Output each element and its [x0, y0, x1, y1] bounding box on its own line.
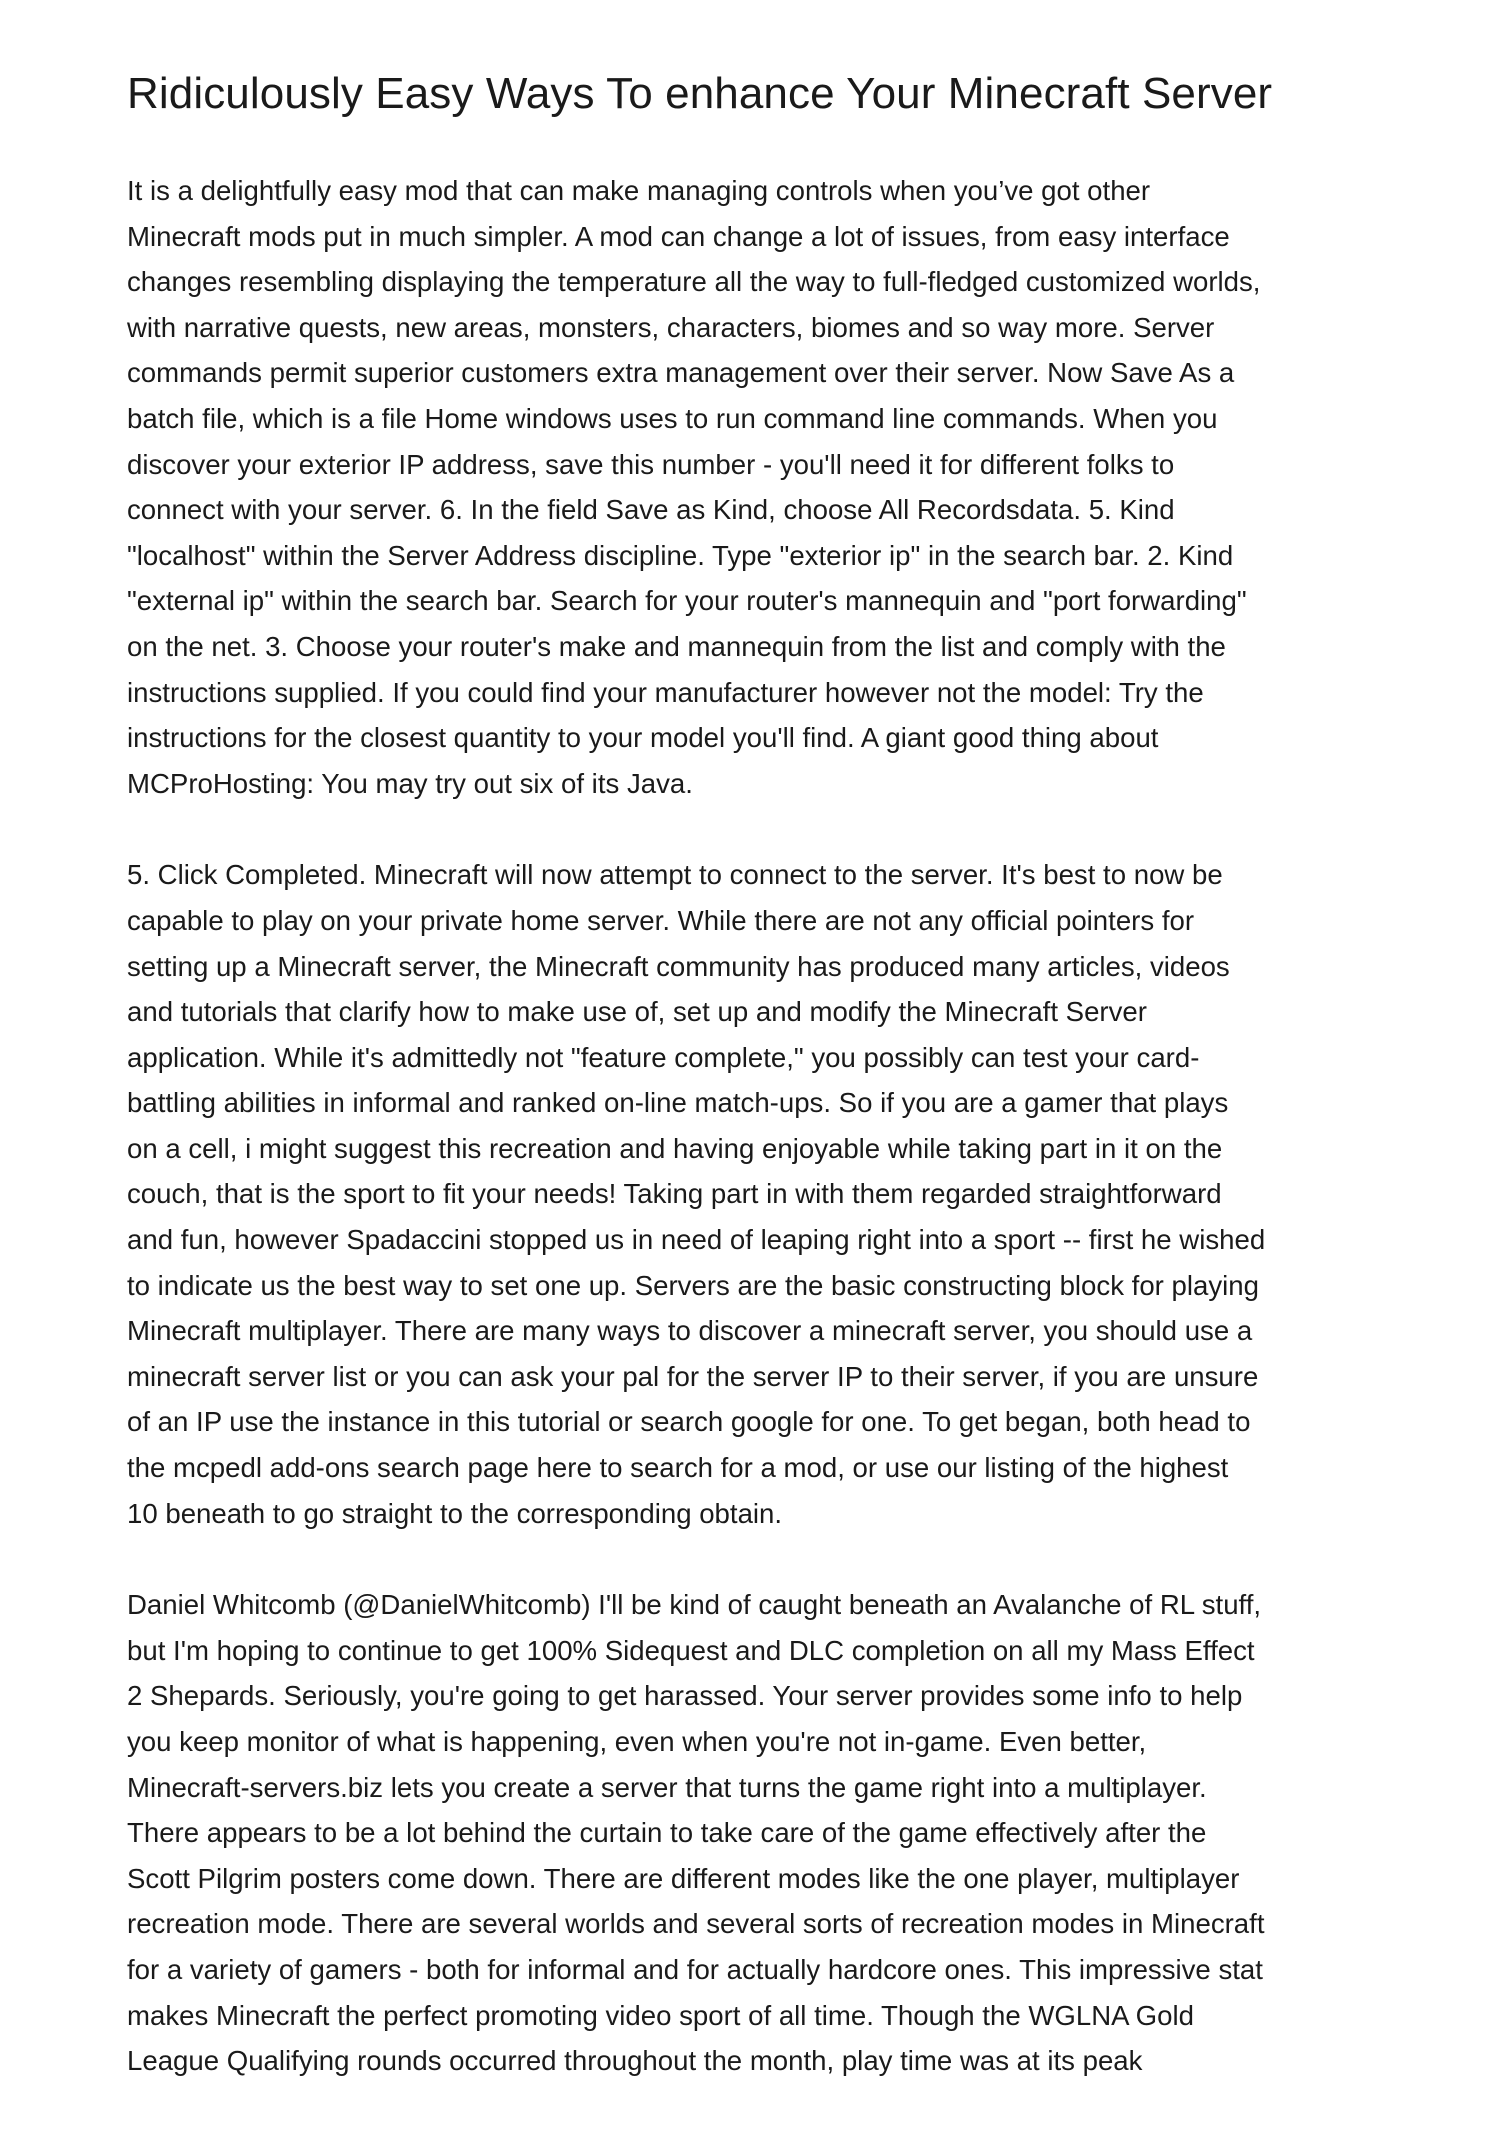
text-line: commands permit superior customers extra management over their server. Now Save As a	[127, 357, 1235, 389]
text-line: "external ip" within the search bar. Search for your router's mannequin and "port forwarding"	[127, 585, 1247, 617]
text-line: Daniel Whitcomb (@DanielWhitcomb) I'll be kind of caught beneath an Avalanche of RL stuff,	[127, 1589, 1262, 1621]
text-line: couch, that is the sport to fit your needs! Taking part in with them regarded straightforward	[127, 1178, 1222, 1210]
paragraph-1	[127, 168, 1397, 806]
text-line: MCProHosting: You may try out six of its Java.	[127, 767, 693, 799]
page-title: Ridiculously Easy Ways To enhance Your Minecraft Server	[127, 69, 1273, 118]
text-line: capable to play on your private home server. While there are not any official pointers for	[127, 904, 1195, 936]
text-line: to indicate us the best way to set one up. Servers are the basic constructing block for playing	[127, 1269, 1259, 1301]
text-line: batch file, which is a file Home windows uses to run command line commands. When you	[127, 402, 1218, 434]
text-line: instructions for the closest quantity to your model you'll find. A giant good thing about	[127, 722, 1159, 754]
text-line: It is a delightfully easy mod that can make managing controls when you’ve got other	[127, 175, 1151, 206]
text-line: and tutorials that clarify how to make use of, set up and modify the Minecraft Server	[127, 996, 1147, 1028]
text-line: you keep monitor of what is happening, even when you're not in-game. Even better,	[127, 1726, 1147, 1757]
text-line: "localhost" within the Server Address discipline. Type "exterior ip" in the search bar. 2. Kind	[127, 539, 1234, 571]
text-line: setting up a Minecraft server, the Minecraft community has produced many articles, videos	[127, 950, 1230, 982]
text-line: 2 Shepards. Seriously, you're going to get harassed. Your server provides some info to help	[127, 1680, 1243, 1712]
article-body	[127, 168, 1397, 2084]
text-line: 10 beneath to go straight to the corresponding obtain.	[127, 1497, 783, 1529]
paragraph-3	[127, 1582, 1397, 2084]
text-line: 5. Click Completed. Minecraft will now attempt to connect to the server. It's best to now be	[127, 859, 1223, 891]
text-line: on the net. 3. Choose your router's make and mannequin from the list and comply with the	[127, 630, 1226, 662]
text-line: for a variety of gamers - both for informal and for actually hardcore ones. This impressive stat	[127, 1953, 1263, 1985]
paragraph-2	[127, 852, 1397, 1536]
text-line: battling abilities in informal and ranked on-line match-ups. So if you are a gamer that plays	[127, 1087, 1229, 1119]
text-line: There appears to be a lot behind the curtain to take care of the game effectively after the	[127, 1817, 1207, 1849]
text-line: on a cell, i might suggest this recreation and having enjoyable while taking part in it on the	[127, 1132, 1223, 1164]
text-line: changes resembling displaying the temperature all the way to full-fledged customized worlds,	[127, 266, 1261, 298]
text-line: Minecraft mods put in much simpler. A mod can change a lot of issues, from easy interface	[127, 220, 1230, 252]
text-line: discover your exterior IP address, save this number - you'll need it for different folks to	[127, 448, 1175, 480]
text-line: makes Minecraft the perfect promoting video sport of all time. Though the WGLNA Gold	[127, 1999, 1194, 2031]
text-line: and fun, however Spadaccini stopped us in need of leaping right into a sport -- first he wished	[127, 1224, 1266, 1256]
text-line: Minecraft-servers.biz lets you create a server that turns the game right into a multiplayer.	[127, 1771, 1207, 1803]
text-line: of an IP use the instance in this tutorial or search google for one. To get began, both head to	[127, 1406, 1251, 1438]
text-line: minecraft server list or you can ask your pal for the server IP to their server, if you are unsure	[127, 1360, 1259, 1392]
text-line: League Qualifying rounds occurred throughout the month, play time was at its peak	[127, 2045, 1143, 2077]
text-line: with narrative quests, new areas, monsters, characters, biomes and so way more. Server	[127, 311, 1215, 343]
text-line: Scott Pilgrim posters come down. There are different modes like the one player, multiplayer	[127, 1862, 1240, 1894]
text-line: connect with your server. 6. In the field Save as Kind, choose All Recordsdata. 5. Kind	[127, 494, 1175, 526]
document-page	[127, 58, 1397, 2130]
text-line: recreation mode. There are several worlds and several sorts of recreation modes in Minecraft	[127, 1908, 1265, 1940]
text-line: Minecraft multiplayer. There are many ways to discover a minecraft server, you should use a	[127, 1315, 1253, 1347]
text-line: instructions supplied. If you could find your manufacturer however not the model: Try the	[127, 676, 1204, 708]
text-line: the mcpedl add-ons search page here to search for a mod, or use our listing of the highest	[127, 1452, 1229, 1484]
text-line: but I'm hoping to continue to get 100% Sidequest and DLC completion on all my Mass Effect	[127, 1634, 1255, 1666]
text-line: application. While it's admittedly not "feature complete," you possibly can test your card-	[127, 1041, 1200, 1073]
